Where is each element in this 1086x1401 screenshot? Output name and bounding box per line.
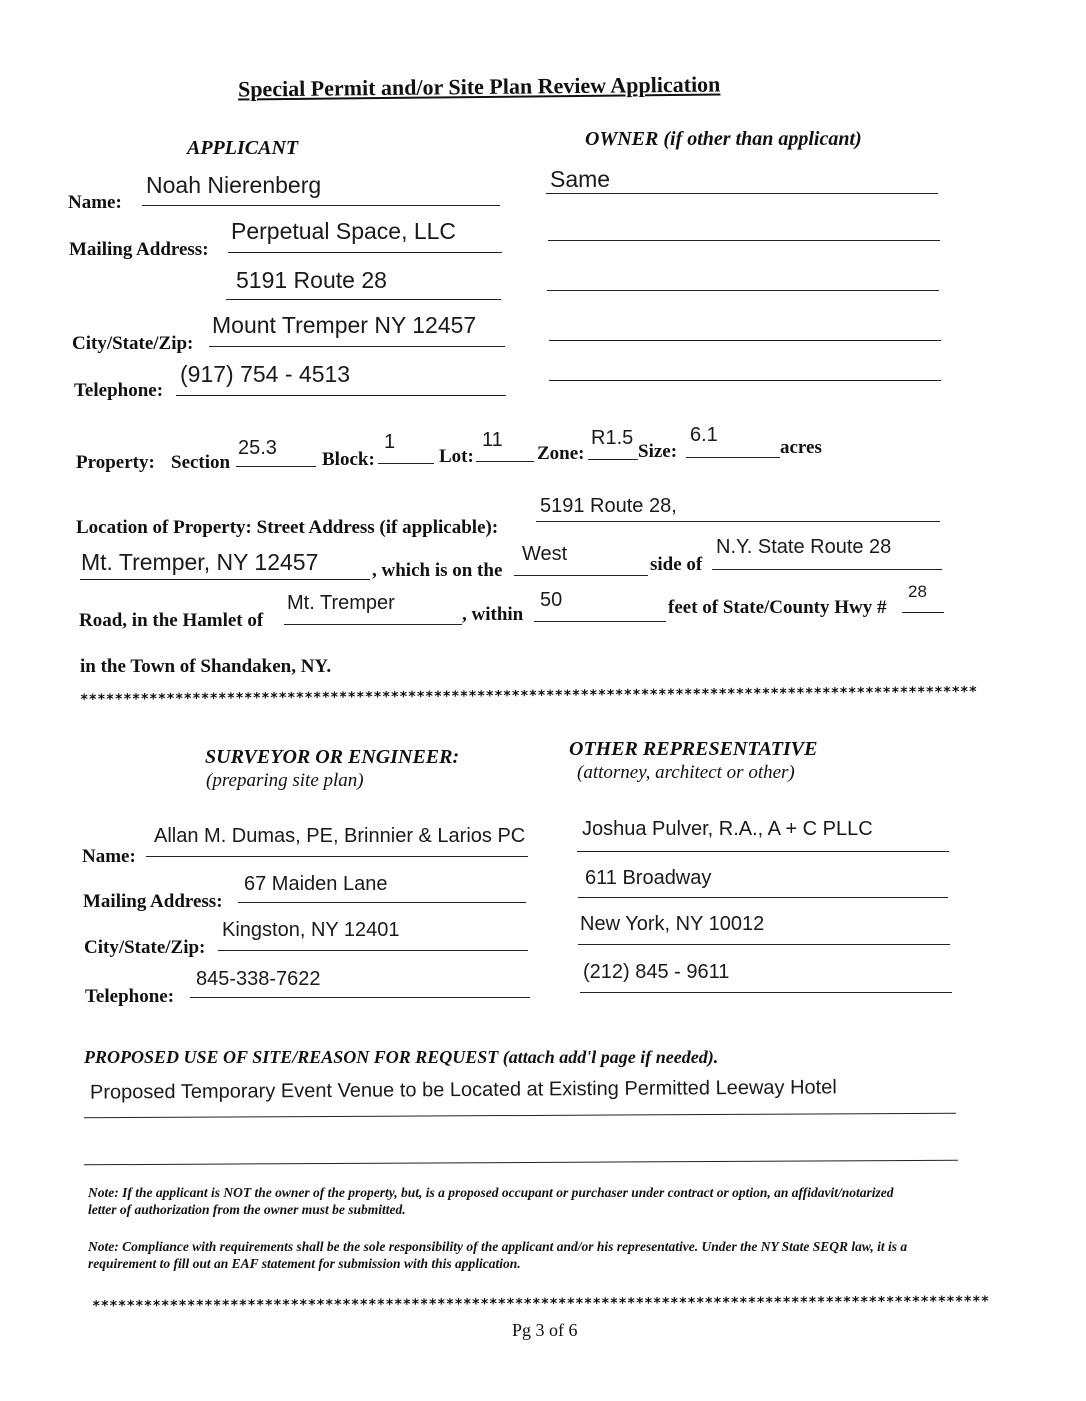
property-label: Property: xyxy=(76,452,155,473)
applicant-city-value[interactable]: Mount Tremper NY 12457 xyxy=(212,312,477,338)
lot-value[interactable]: 11 xyxy=(482,429,503,451)
surveyor-city-label: City/State/Zip: xyxy=(84,937,206,958)
surveyor-telephone-value[interactable]: 845-338-7622 xyxy=(196,968,321,990)
zone-label: Zone: xyxy=(537,443,585,464)
applicant-address2-line xyxy=(226,299,501,300)
road-value[interactable]: N.Y. State Route 28 xyxy=(716,536,892,558)
which-label: , which is on the xyxy=(372,560,503,581)
proposed-use-line-1 xyxy=(84,1113,956,1119)
zone-value[interactable]: R1.5 xyxy=(591,427,634,449)
hwy-line xyxy=(902,612,944,613)
surveyor-name-line xyxy=(146,856,528,857)
applicant-city-line xyxy=(209,346,505,347)
acres-label: acres xyxy=(780,437,822,458)
applicant-address1-line xyxy=(228,252,502,253)
surveyor-header: SURVEYOR OR ENGINEER: xyxy=(205,746,460,768)
size-label: Size: xyxy=(638,441,678,462)
hamlet-label: Road, in the Hamlet of xyxy=(79,610,264,631)
hamlet-line xyxy=(284,624,462,625)
note-owner: Note: If the applicant is NOT the owner of the property, but, is a proposed occupant or purchaser under contract or option, an affidavit/notarized letter of authorization from the owner must be submitted. xyxy=(88,1185,894,1217)
location-street-line xyxy=(536,521,940,522)
proposed-use-value[interactable]: Proposed Temporary Event Venue to be Located at Existing Permitted Leeway Hotel xyxy=(89,1076,837,1104)
applicant-telephone-line xyxy=(176,395,506,396)
applicant-address1-value[interactable]: Perpetual Space, LLC xyxy=(231,218,457,244)
applicant-telephone-label: Telephone: xyxy=(74,380,164,401)
section-label: Section xyxy=(171,452,231,473)
feet-label: feet of State/County Hwy # xyxy=(668,597,887,618)
representative-address-line xyxy=(578,897,948,898)
page-number: Pg 3 of 6 xyxy=(512,1320,578,1340)
road-line xyxy=(712,569,942,570)
applicant-telephone-value[interactable]: (917) 754 - 4513 xyxy=(180,361,351,387)
side-line xyxy=(514,575,648,576)
side-value[interactable]: West xyxy=(522,543,568,565)
size-value[interactable]: 6.1 xyxy=(690,424,718,446)
zone-line xyxy=(588,459,638,460)
feet-line xyxy=(534,621,666,622)
surveyor-address-value[interactable]: 67 Maiden Lane xyxy=(244,873,388,895)
side-of-label: side of xyxy=(650,554,703,575)
hamlet-value[interactable]: Mt. Tremper xyxy=(287,592,395,614)
size-line xyxy=(686,457,780,458)
lot-line xyxy=(476,461,534,462)
section-line xyxy=(236,466,316,467)
representative-city-line xyxy=(578,944,950,945)
surveyor-telephone-line xyxy=(190,997,530,998)
representative-name-line xyxy=(577,851,949,852)
within-label: , within xyxy=(462,604,524,625)
owner-address1-line xyxy=(548,240,940,241)
owner-telephone-line xyxy=(549,380,941,381)
town-line: in the Town of Shandaken, NY. xyxy=(80,656,332,677)
hwy-value[interactable]: 28 xyxy=(908,582,927,601)
surveyor-subheader: (preparing site plan) xyxy=(206,770,364,791)
location-street-value[interactable]: 5191 Route 28, xyxy=(540,495,677,517)
representative-telephone-line xyxy=(580,992,952,993)
applicant-address-label: Mailing Address: xyxy=(69,239,209,260)
surveyor-city-value[interactable]: Kingston, NY 12401 xyxy=(222,919,400,941)
applicant-city-label: City/State/Zip: xyxy=(72,333,194,354)
representative-address-value[interactable]: 611 Broadway xyxy=(585,867,712,889)
page-title: Special Permit and/or Site Plan Review Application xyxy=(237,71,721,102)
note-compliance: Note: Compliance with requirements shall be the sole responsibility of the applicant and/or his representative. Under the NY State SEQR law, it is a requirement to fill out an EAF statement for submission with this application. xyxy=(88,1239,908,1271)
representative-name-value[interactable]: Joshua Pulver, R.A., A + C PLLC xyxy=(582,818,873,840)
owner-name-value[interactable]: Same xyxy=(550,166,611,192)
owner-address2-line xyxy=(547,290,939,291)
block-label: Block: xyxy=(322,449,375,470)
location-city-value[interactable]: Mt. Tremper, NY 12457 xyxy=(81,549,319,575)
location-city-line xyxy=(80,579,370,580)
surveyor-name-label: Name: xyxy=(82,846,136,867)
proposed-use-header: PROPOSED USE OF SITE/REASON FOR REQUEST (attach add'l page if needed). xyxy=(84,1047,719,1067)
applicant-name-value[interactable]: Noah Nierenberg xyxy=(146,172,322,198)
surveyor-city-line xyxy=(218,950,528,951)
feet-value[interactable]: 50 xyxy=(540,589,563,611)
applicant-header: APPLICANT xyxy=(187,137,299,159)
lot-label: Lot: xyxy=(439,446,474,467)
block-value[interactable]: 1 xyxy=(384,431,396,453)
representative-header: OTHER REPRESENTATIVE xyxy=(569,738,818,760)
block-line xyxy=(378,463,434,464)
location-label: Location of Property: Street Address (if applicable): xyxy=(76,517,499,538)
applicant-name-label: Name: xyxy=(68,192,122,213)
section-value[interactable]: 25.3 xyxy=(238,437,277,459)
owner-header: OWNER (if other than applicant) xyxy=(585,128,862,150)
surveyor-address-label: Mailing Address: xyxy=(83,891,223,912)
separator-top: ******************************************************************************************************** xyxy=(79,684,978,708)
owner-name-line xyxy=(546,193,938,194)
applicant-address2-value[interactable]: 5191 Route 28 xyxy=(236,267,387,293)
applicant-name-line xyxy=(142,205,500,206)
representative-city-value[interactable]: New York, NY 10012 xyxy=(580,913,765,935)
surveyor-name-value[interactable]: Allan M. Dumas, PE, Brinnier & Larios PC xyxy=(154,825,526,847)
separator-bottom: ******************************************************************************************************** xyxy=(91,1293,990,1315)
owner-city-line xyxy=(549,340,941,341)
representative-telephone-value[interactable]: (212) 845 - 9611 xyxy=(583,961,730,983)
surveyor-telephone-label: Telephone: xyxy=(85,986,175,1007)
representative-subheader: (attorney, architect or other) xyxy=(577,762,795,783)
surveyor-address-line xyxy=(238,902,526,903)
proposed-use-line-2 xyxy=(84,1160,958,1166)
